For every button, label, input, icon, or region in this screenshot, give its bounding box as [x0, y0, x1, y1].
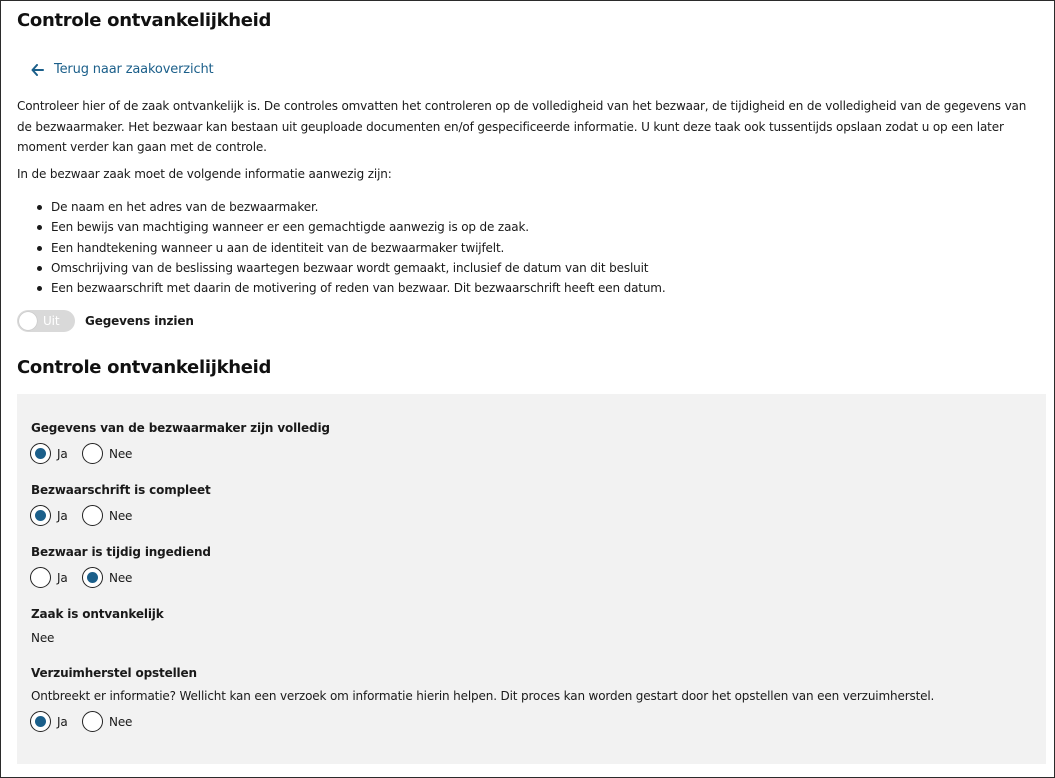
section-title: Controle ontvankelijkheid [17, 357, 272, 378]
case-admissible-label: Zaak is ontvankelijk [31, 607, 164, 621]
radio-button-checked[interactable] [82, 567, 103, 588]
radio-button-checked[interactable] [30, 505, 51, 526]
radio-label: Ja [57, 446, 68, 461]
radio-objection-complete-no[interactable] [82, 505, 132, 526]
toggle-state-text: Uit [43, 314, 60, 328]
radio-label: Nee [109, 570, 133, 585]
radio-button[interactable] [30, 567, 51, 588]
radio-label: Nee [109, 714, 133, 729]
radio-label: Ja [57, 570, 68, 585]
radio-label: Ja [57, 714, 68, 729]
back-to-case-overview-link[interactable] [31, 62, 213, 77]
back-link-label[interactable]: Terug naar zaakoverzicht [54, 62, 214, 77]
list-item: Omschrijving van de beslissing waartegen bezwaar wordt gemaakt, inclusief de datum van dit besluit [31, 258, 666, 278]
radio-submitted-on-time-yes[interactable] [30, 567, 82, 588]
radio-submitted-on-time-no[interactable] [82, 567, 132, 588]
radio-group-applicant-data-complete [30, 443, 132, 464]
radio-draft-default-repair-yes[interactable] [30, 711, 82, 732]
toggle-knob [19, 312, 37, 330]
radio-applicant-data-complete-yes[interactable] [30, 443, 82, 464]
question-applicant-data-complete-label: Gegevens van de bezwaarmaker zijn volledig [31, 421, 330, 435]
radio-button[interactable] [82, 443, 103, 464]
list-item: De naam en het adres van de bezwaarmaker. [31, 197, 666, 217]
radio-label: Nee [109, 508, 133, 523]
view-data-toggle-label: Gegevens inzien [85, 314, 194, 328]
intro-text: Controleer hier of de zaak ontvankelijk is. De controles omvatten het controleren op de volledigheid van het bezwaar, de tijdigheid en de volledigheid van de gegevens van de bezwaarmaker. Het bezwaar kan bestaan uit geuploade documenten en/of gespecificeerde informatie. U kunt deze taak ook tussentijds opslaan zodat u op een later moment verder kan gaan met de controle. [17, 99, 1027, 154]
case-admissible-value: Nee [31, 631, 55, 645]
requirements-intro: In de bezwaar zaak moet de volgende informatie aanwezig zijn: [17, 167, 392, 181]
radio-button-checked[interactable] [30, 443, 51, 464]
question-objection-complete-label: Bezwaarschrift is compleet [31, 483, 211, 497]
radio-label: Nee [109, 446, 133, 461]
radio-group-draft-default-repair [30, 711, 132, 732]
radio-group-objection-complete [30, 505, 132, 526]
radio-label: Ja [57, 508, 68, 523]
question-submitted-on-time-label: Bezwaar is tijdig ingediend [31, 545, 211, 559]
question-draft-default-repair-label: Verzuimherstel opstellen [31, 666, 197, 680]
radio-objection-complete-yes[interactable] [30, 505, 82, 526]
draft-default-repair-help: Ontbreekt er informatie? Wellicht kan een verzoek om informatie hierin helpen. Dit proces kan worden gestart door het opstellen van een verzuimherstel. [31, 689, 935, 703]
admissibility-form-panel [17, 394, 1046, 764]
radio-applicant-data-complete-no[interactable] [82, 443, 132, 464]
arrow-left-icon [31, 64, 44, 76]
radio-button-checked[interactable] [30, 711, 51, 732]
view-data-toggle-row [17, 310, 194, 332]
view-data-toggle[interactable] [17, 310, 75, 332]
radio-button[interactable] [82, 505, 103, 526]
list-item: Een bezwaarschrift met daarin de motivering of reden van bezwaar. Dit bezwaarschrift heeft een datum. [31, 278, 666, 298]
page-title: Controle ontvankelijkheid [17, 10, 272, 31]
radio-group-submitted-on-time [30, 567, 132, 588]
list-item: Een handtekening wanneer u aan de identiteit van de bezwaarmaker twijfelt. [31, 238, 666, 258]
radio-button[interactable] [82, 711, 103, 732]
requirements-list [31, 197, 666, 298]
radio-draft-default-repair-no[interactable] [82, 711, 132, 732]
list-item: Een bewijs van machtiging wanneer er een gemachtigde aanwezig is op de zaak. [31, 217, 666, 237]
